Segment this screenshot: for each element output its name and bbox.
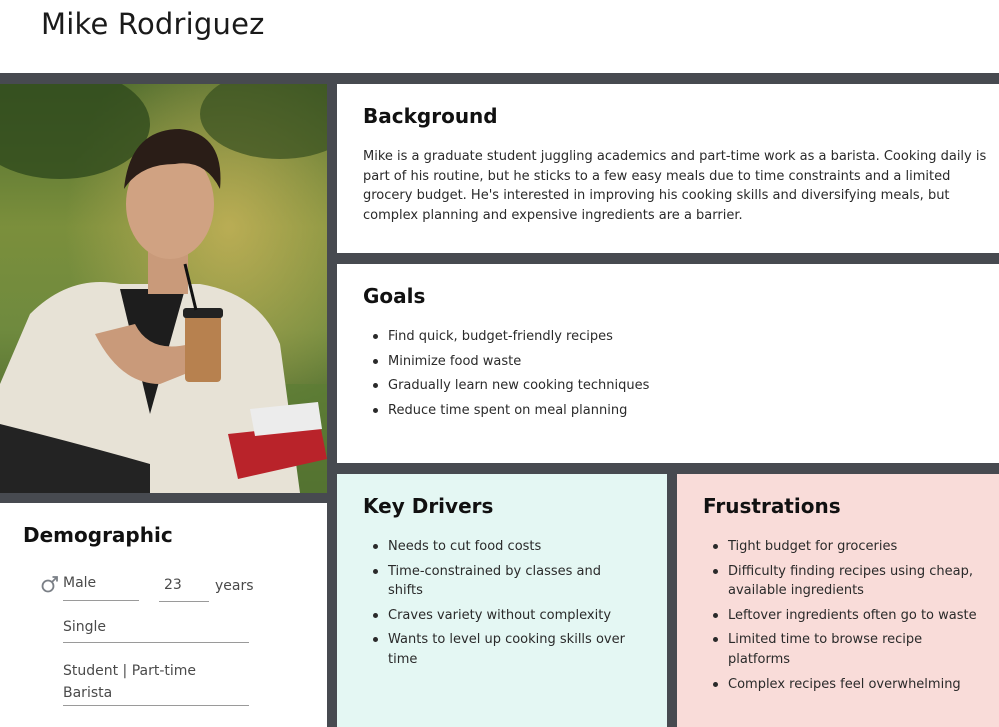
key-driver-item: Craves variety without complexity [363, 606, 639, 626]
key-driver-item: Needs to cut food costs [363, 537, 639, 557]
key-driver-item: Wants to level up cooking skills over time [363, 630, 639, 669]
demographic-title: Demographic [23, 523, 173, 547]
goal-item: Find quick, budget-friendly recipes [363, 327, 983, 347]
background-card [337, 84, 999, 253]
frustrations-list [703, 537, 985, 699]
frustration-item: Leftover ingredients often go to waste [703, 606, 985, 626]
goals-title: Goals [363, 284, 426, 308]
frustrations-card [677, 474, 999, 727]
key-drivers-list [363, 537, 639, 675]
age-field[interactable]: 23 [159, 577, 209, 602]
background-text: Mike is a graduate student juggling academics and part-time work as a barista. Cooking daily is part of his routine, but he sticks to a few easy meals due to time constraints and a limited grocery budget. He's interested in improving his cooking skills and diversifying meals, but complex planning and expensive ingredients are a barrier. [363, 149, 987, 223]
gender-field[interactable]: Male [63, 575, 139, 601]
persona-name: Mike Rodriguez [41, 7, 265, 41]
frustrations-title: Frustrations [703, 494, 841, 518]
goals-card [337, 264, 999, 463]
key-driver-item: Time-constrained by classes and shifts [363, 562, 639, 601]
frustration-item: Tight budget for groceries [703, 537, 985, 557]
frustration-item: Complex recipes feel overwhelming [703, 675, 985, 695]
goal-item: Minimize food waste [363, 352, 983, 372]
persona-photo [0, 84, 327, 493]
relationship-field[interactable]: Single [63, 619, 249, 643]
goal-item: Reduce time spent on meal planning [363, 401, 983, 421]
goal-item: Gradually learn new cooking techniques [363, 376, 983, 396]
frustration-item: Limited time to browse recipe platforms [703, 630, 985, 669]
age-unit: years [215, 578, 254, 594]
key-drivers-title: Key Drivers [363, 494, 494, 518]
key-drivers-card [337, 474, 667, 727]
occupation-field[interactable]: Student | Part-time Barista [63, 660, 249, 706]
background-title: Background [363, 104, 498, 128]
persona-header [0, 0, 999, 73]
frustration-item: Difficulty finding recipes using cheap, available ingredients [703, 562, 985, 601]
demographic-card [0, 503, 327, 727]
goals-list [363, 327, 983, 425]
male-icon [40, 574, 60, 594]
